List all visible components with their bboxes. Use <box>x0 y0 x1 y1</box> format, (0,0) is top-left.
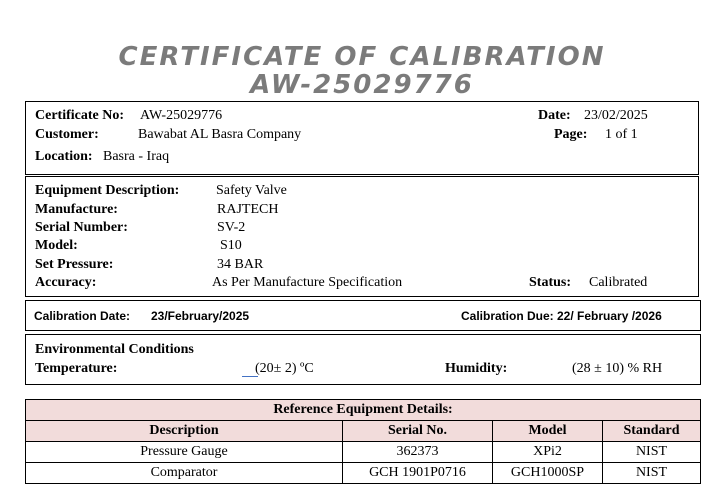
cell-model: XPi2 <box>493 442 603 463</box>
set-pressure-value: 34 BAR <box>217 257 264 272</box>
reference-equipment-table <box>25 399 701 484</box>
equipment-description-label: Equipment Description: <box>35 183 180 198</box>
cell-serial: 362373 <box>343 442 493 463</box>
column-header-serial: Serial No. <box>343 421 493 442</box>
column-header-model: Model <box>493 421 603 442</box>
equipment-description-value: Safety Valve <box>216 183 287 198</box>
serial-number-value: SV-2 <box>217 220 246 235</box>
temperature-label: Temperature: <box>35 361 118 376</box>
table-row <box>26 442 701 463</box>
humidity-label: Humidity: <box>445 361 508 376</box>
page-value: 1 of 1 <box>605 127 638 142</box>
column-header-standard: Standard <box>603 421 701 442</box>
date-value: 23/02/2025 <box>584 108 648 123</box>
serial-number-label: Serial Number: <box>35 220 128 235</box>
humidity-value: (28 ± 10) % RH <box>572 361 663 376</box>
calibration-due: Calibration Due: 22/ February /2026 <box>461 309 662 323</box>
manufacture-value: RAJTECH <box>217 202 279 217</box>
date-label: Date: <box>538 108 571 123</box>
calibration-date-label: Calibration Date: <box>34 309 131 323</box>
column-header-description: Description <box>26 421 343 442</box>
manufacture-label: Manufacture: <box>35 202 118 217</box>
location-value: Basra - Iraq <box>103 149 170 164</box>
customer-value: Bawabat AL Basra Company <box>138 127 302 142</box>
set-pressure-label: Set Pressure: <box>35 257 114 272</box>
model-value: S10 <box>220 238 242 253</box>
model-label: Model: <box>35 238 78 253</box>
cert-no-value: AW-25029776 <box>140 108 223 123</box>
accuracy-value: As Per Manufacture Specification <box>212 275 403 290</box>
cell-description: Comparator <box>26 463 343 484</box>
certificate-number-title: AW-25029776 <box>250 70 474 100</box>
temperature-value: (20± 2) ºC <box>255 361 314 376</box>
cell-standard: NIST <box>603 442 701 463</box>
status-label: Status: <box>529 275 572 290</box>
table-row <box>26 463 701 484</box>
accuracy-label: Accuracy: <box>35 275 97 290</box>
page-label: Page: <box>554 127 588 142</box>
cell-serial: GCH 1901P0716 <box>343 463 493 484</box>
certificate-title: CERTIFICATE OF CALIBRATION <box>118 42 606 72</box>
customer-label: Customer: <box>35 127 99 142</box>
status-value: Calibrated <box>589 275 648 290</box>
cell-standard: NIST <box>603 463 701 484</box>
calibration-date-value: 23/February/2025 <box>151 309 250 323</box>
environment-heading: Environmental Conditions <box>35 342 194 357</box>
reference-table-title: Reference Equipment Details: <box>26 400 701 421</box>
cert-no-label: Certificate No: <box>35 108 125 123</box>
cell-description: Pressure Gauge <box>26 442 343 463</box>
cell-model: GCH1000SP <box>493 463 603 484</box>
location-label: Location: <box>35 149 93 164</box>
